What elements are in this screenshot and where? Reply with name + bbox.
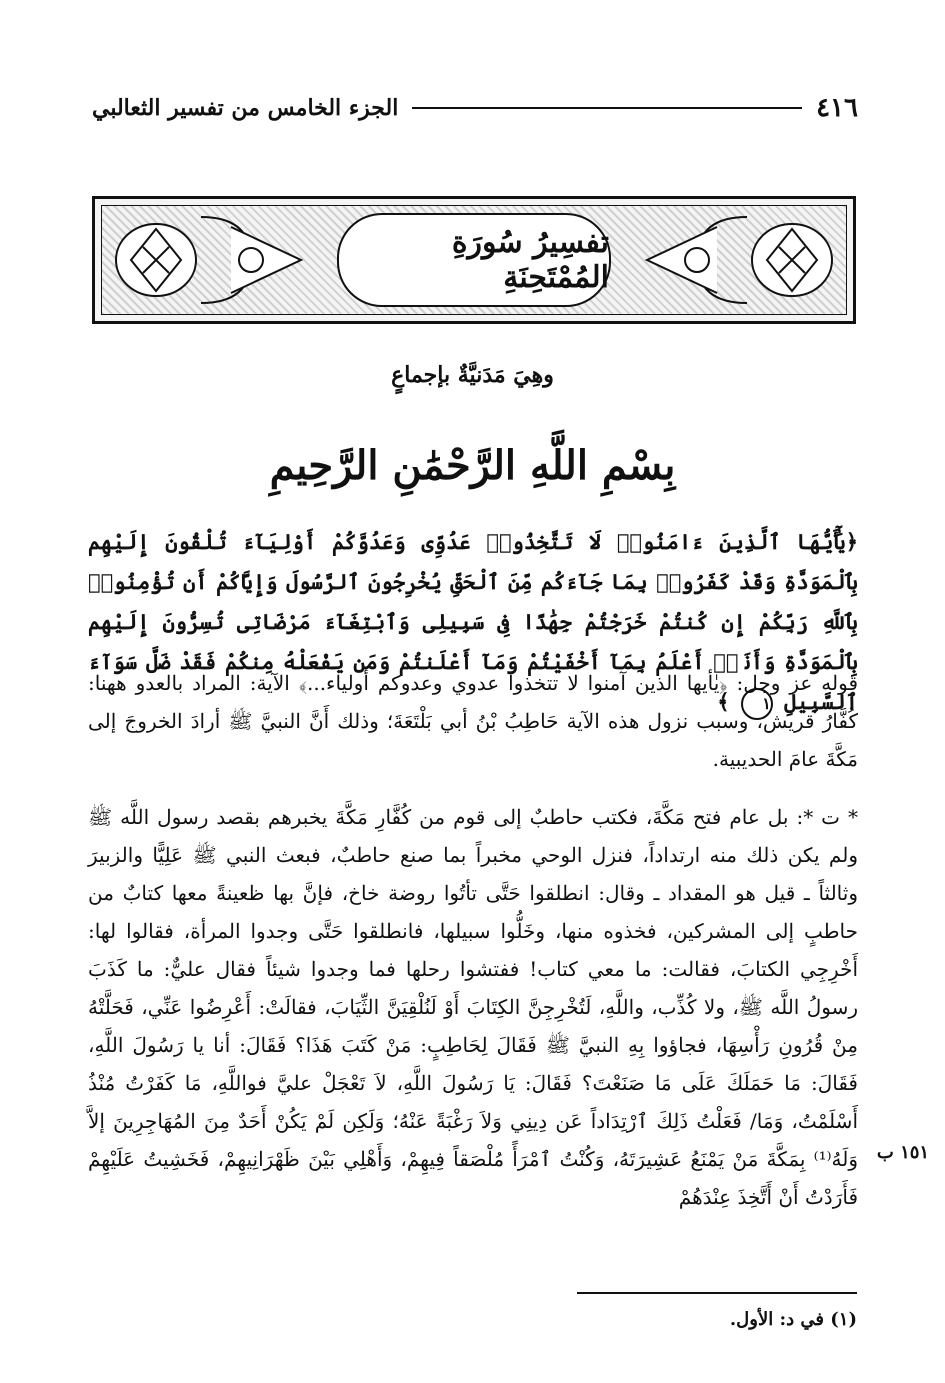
revelation-note: وهِيَ مَدَنيَّةٌ بإجماعٍ xyxy=(391,362,554,388)
footnote-rule xyxy=(577,1292,857,1294)
surah-title: تفسِيرُ سُورَةِ المُمْتَحِنَةِ xyxy=(337,213,611,307)
basmala: بِسْمِ اللَّهِ الرَّحْمَٰنِ الرَّحِيمِ xyxy=(269,442,676,489)
footnotes xyxy=(87,1292,857,1334)
header-rule xyxy=(412,107,802,109)
footnote-item: (١) في د: الأول. xyxy=(729,1309,857,1330)
running-title: الجزء الخامس من تفسير الثعالبي xyxy=(92,95,399,121)
surah-banner xyxy=(92,196,856,324)
running-header xyxy=(92,88,858,128)
commentary-paragraph: * ت *: بل عام فتح مَكَّةَ، فكتب حاطبٌ إلى قوم من كُفَّارِ مَكَّةَ يخبرهم بقصد رسول اللَّه ﷺ ولم يكن ذلك منه ارتداداً، فنزل الوحي مخبراً بما صنع حاطبٌ، فبعث النبي ﷺ عَلِيًّا والزبيرَ وثالثاً ـ قيل هو المقداد ـ وقال: انطلقوا حَتَّى تأتُوا روضة خاخ، فإنَّ بها ظعينةً معها كتابٌ من حاطبٍ إلى المشركين، فخذوه منها، وخَلُّوا سبيلها، فانطلقوا حَتَّى وجدوا المرأة، فقالوا لها: أَخْرِجِي الكتابَ، فقالت: ما معي كتاب! ففتشوا رحلها فما وجدوا شيئاً فقال عليٌّ: ما كَذَبَ رسولُ اللَّه ﷺ، ولا كُذِّب، واللَّهِ، لَتُخْرِجِنَّ الكِتَابَ أَوْ لَنُلْقِيَنَّ الثِّيَابَ، فقالَتْ: أَعْرِضُوا عَنِّي، فَحَلَّتْهُ مِنْ قُرُونِ رَأْسِهَا، فجاؤوا بِهِ النبيَّ ﷺ فَقَالَ لِحَاطِبٍ: مَنْ كَتَبَ هَذَا؟ فَقَالَ: أنا يا رَسُولَ اللَّهِ، فَقَالَ: مَا حَمَلَكَ عَلَى مَا صَنَعْتَ؟ فَقَالَ: يَا رَسُولَ اللَّهِ، لاَ تَعْجَلْ عليَّ فواللَّهِ، مَا كَفَرْتُ مُنْذُ أَسْلَمْتُ، وَمَا/ فَعَلْتُ ذَلِكَ ٱرْتِدَاداً عَن دِينِي وَلاَ رَغْبَةً عَنْهُ؛ وَلَكِن لَمْ يَكُنْ أَحَدٌ مِنَ المُهَاجِرِينَ إلاَّ وَلَهُ⁽¹⁾ بِمَكَّةَ مَنْ يَمْنَعُ عَشِيرَتَهُ، وَكُنْتُ ٱمْرَأً مُلْصَقاً فِيهِمْ، وَأَهْلِي بَيْنَ ظَهْرَانِيهِمْ، فَخَشِيتُ عَلَيْهِمْ فَأَرَدْتُ أَنْ أَتَّخِذَ عِنْدَهُمْ xyxy=(88,805,859,1209)
verse-text: ﴿يَٰٓأَيُّهَا ٱلَّذِينَ ءَامَنُوا۟ لَا تَتَّخِذُوا۟ عَدُوِّى وَعَدُوَّكُمْ أَوْلِيَآءَ تُلْقُونَ إِلَيْهِم بِٱلْمَوَدَّةِ وَقَدْ كَفَرُوا۟ بِمَا جَآءَكُم مِّنَ ٱلْحَقِّ يُخْرِجُونَ ٱلرَّسُولَ وَإِيَّاكُمْ أَن تُؤْمِنُوا۟ بِٱللَّهِ رَبِّكُمْ إِن كُنتُمْ خَرَجْتُمْ جِهَٰدًا فِى سَبِيلِى وَٱبْتِغَآءَ مَرْضَاتِى تُسِرُّونَ إِلَيْهِم بِٱلْمَوَدَّةِ وَأَنَا۠ أَعْلَمُ بِمَآ أَخْفَيْتُمْ وَمَآ أَعْلَنتُمْ وَمَن يَفْعَلْهُ مِنكُمْ فَقَدْ ضَلَّ سَوَآءَ ٱلسَّبِيلِ xyxy=(88,529,858,714)
page-number: ٤١٦ xyxy=(816,93,858,123)
verse-close-bracket: ﴾ xyxy=(717,689,730,714)
manuscript-folio-ref: ١٥١ ب xyxy=(876,1142,930,1163)
verse-number-marker: ١ xyxy=(741,688,773,720)
arabesque-ornament-left xyxy=(101,207,321,313)
commentary-paragraph: قوله عز وجل: ﴿يٰأيها الذين آمنوا لا تتخذوا عدوي وعدوكم أولياء...﴾ الآية: المراد بالعدو ههنا: كُفَّارُ قريش، وسبب نزول هذه الآية حَاطِبُ بْنُ أبي بَلْتَعَةَ؛ وذلك أَنَّ النبيَّ ﷺ أرادَ الخروجَ إلى مَكَّةَ عامَ الحديبية. xyxy=(88,671,858,771)
arabesque-ornament-right xyxy=(627,207,847,313)
